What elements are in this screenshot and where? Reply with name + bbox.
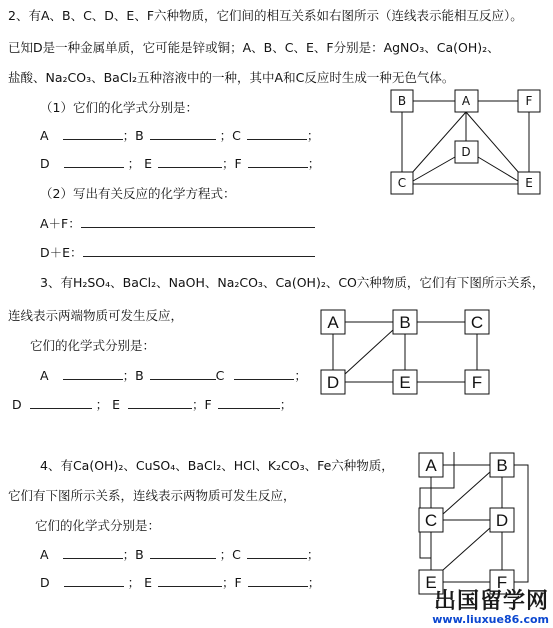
q2-line3: 盐酸、Na₂CO₃、BaCl₂五种溶液中的一种，其中A和C反应时生成一种无色气体。 [8, 70, 455, 85]
equation-blank-af[interactable] [81, 215, 315, 228]
answer-blank-d[interactable] [30, 396, 92, 409]
q4-answer-row1 [40, 546, 319, 563]
q2-relation-diagram [390, 89, 550, 199]
node-label-b: B [399, 313, 411, 332]
node-label-f: F [471, 373, 483, 392]
q4-line2: 它们有下图所示关系，连线表示两物质可发生反应， [8, 488, 296, 503]
q2-subq1: （1）它们的化学式分别是： [40, 100, 198, 115]
q2-equation-row1 [40, 215, 315, 232]
node-label-c: C [397, 176, 407, 190]
q3-line2: 连线表示两端物质可发生反应， [8, 308, 184, 323]
answer-blank-f[interactable] [248, 155, 308, 168]
answer-blank-e[interactable] [128, 396, 192, 409]
label-d: D [40, 156, 50, 171]
answer-blank-a[interactable] [63, 127, 123, 140]
node-label-c: C [470, 313, 484, 332]
q4-subq1: 它们的化学式分别是： [35, 518, 161, 533]
separator: ； [307, 575, 321, 590]
answer-blank-c[interactable] [247, 127, 307, 140]
label-b: ；B [122, 547, 144, 562]
q4-answer-row2 [40, 574, 320, 591]
q2-subq2: （2）写出有关反应的化学方程式： [40, 186, 236, 201]
answer-blank-b[interactable] [150, 127, 216, 140]
node-label-e: E [425, 573, 437, 592]
label-c: ；C [219, 547, 241, 562]
label-f: ；F [222, 575, 242, 590]
q2-answer-row2 [40, 155, 320, 172]
answer-blank-d[interactable] [64, 574, 124, 587]
answer-blank-f[interactable] [218, 396, 280, 409]
node-label-f: F [525, 94, 533, 108]
label-b: ；B [122, 128, 144, 143]
q2-line1: 2、有A、B、C、D、E、F六种物质，它们间的相互关系如右图所示（连线表示能相互反应）。 [8, 8, 523, 23]
node-label-d: D [461, 145, 471, 159]
answer-blank-f[interactable] [248, 574, 308, 587]
q2-equation-row2 [40, 244, 315, 261]
answer-blank-c[interactable] [234, 367, 294, 380]
equation-blank-de[interactable] [83, 244, 315, 257]
label-e: ； E [95, 397, 121, 412]
label-c: C [215, 368, 225, 383]
separator: ； [306, 128, 320, 143]
node-label-a: A [425, 456, 437, 475]
label-d: D [12, 397, 22, 412]
node-label-f: F [496, 573, 508, 592]
node-label-a: A [461, 94, 471, 108]
q3-line1: 3、有H₂SO₄、BaCl₂、NaOH、Na₂CO₃、Ca(OH)₂、CO六种物质，它们有下图所示关系， [40, 275, 545, 290]
node-label-c: C [424, 511, 438, 530]
label-b: ；B [122, 368, 144, 383]
separator: ； [307, 156, 321, 171]
q3-relation-diagram [320, 308, 492, 396]
q4-relation-diagram [418, 450, 536, 600]
label-a: A [40, 368, 49, 383]
node-label-e: E [399, 373, 411, 392]
label-d: D [40, 575, 50, 590]
label-f: ；F [222, 156, 242, 171]
answer-blank-b[interactable] [150, 367, 216, 380]
node-label-b: B [496, 456, 508, 475]
answer-blank-c[interactable] [247, 546, 307, 559]
separator: ； [294, 368, 307, 383]
label-a: A [40, 547, 49, 562]
q3-answer-row1 [40, 367, 307, 384]
answer-blank-a[interactable] [63, 367, 123, 380]
q2-line2: 已知D是一种金属单质，它可能是锌或铜；A、B、C、E、F分别是：AgNO₃、Ca(OH)₂、 [8, 40, 500, 55]
answer-blank-d[interactable] [64, 155, 124, 168]
label-e: ； E [127, 156, 153, 171]
answer-blank-e[interactable] [158, 155, 222, 168]
q3-subq1: 它们的化学式分别是： [30, 338, 156, 353]
watermark-title: 出国留学网 [433, 589, 549, 614]
node-label-a: A [327, 313, 339, 332]
separator: ； [279, 397, 293, 412]
answer-blank-b[interactable] [150, 546, 216, 559]
label-c: ；C [219, 128, 241, 143]
answer-blank-a[interactable] [63, 546, 123, 559]
label-e: ； E [127, 575, 153, 590]
node-label-d: D [495, 511, 509, 530]
node-label-d: D [326, 373, 340, 392]
label-a: A [40, 128, 49, 143]
site-watermark [432, 590, 549, 626]
label-f: ；F [192, 397, 212, 412]
node-label-e: E [525, 176, 533, 190]
watermark-url: www.liuxue86.com [432, 613, 549, 626]
equation-label-de: D＋E： [40, 245, 83, 260]
q4-line1: 4、有Ca(OH)₂、CuSO₄、BaCl₂、HCl、K₂CO₃、Fe六种物质， [40, 458, 394, 473]
separator: ； [306, 547, 320, 562]
q2-answer-row1 [40, 127, 319, 144]
equation-label-af: A＋F： [40, 216, 81, 231]
node-label-b: B [397, 94, 407, 108]
q3-answer-row2 [12, 396, 292, 413]
answer-blank-e[interactable] [158, 574, 222, 587]
